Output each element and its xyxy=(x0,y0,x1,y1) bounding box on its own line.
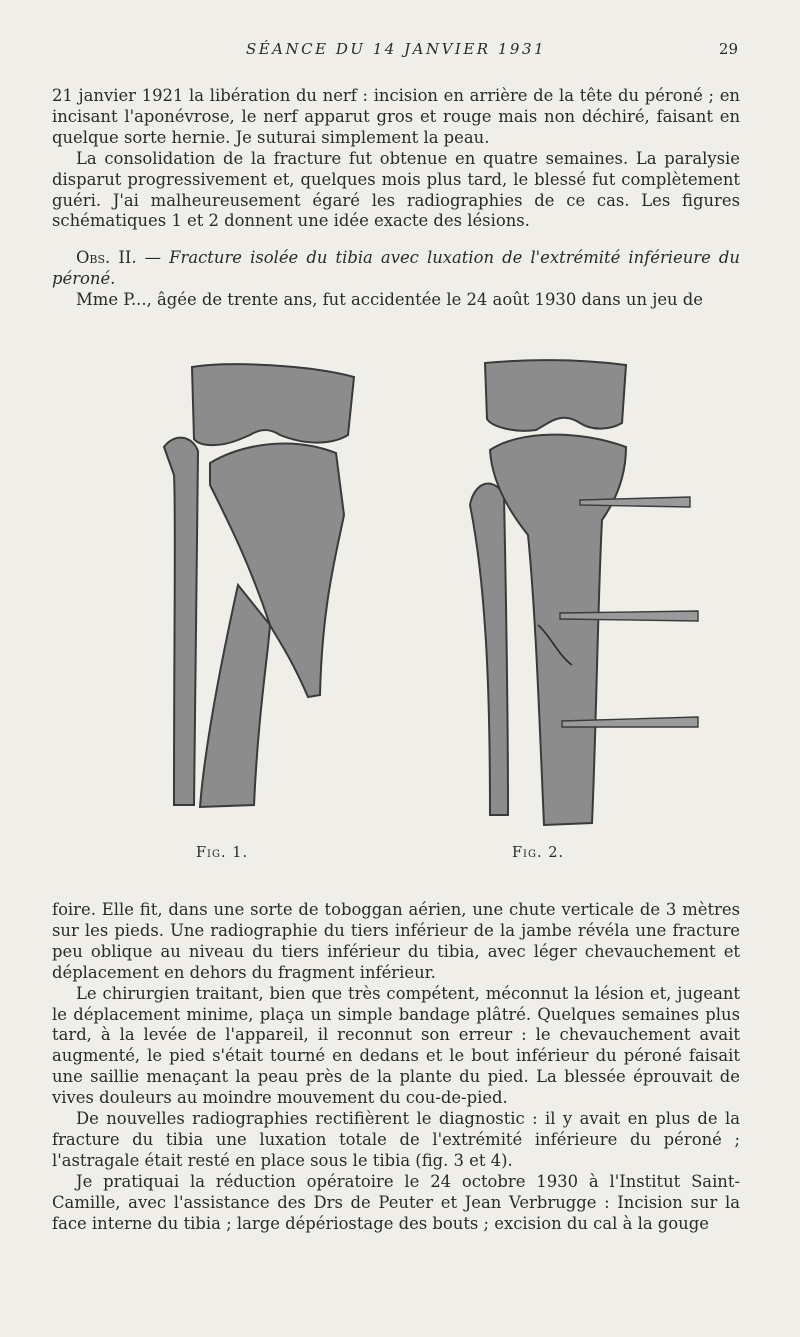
paragraph-patient: Mme P..., âgée de trente ans, fut accidentée le 24 août 1930 dans un jeu de xyxy=(76,290,703,310)
fig2-pin-middle xyxy=(560,611,698,621)
fig2-fibula xyxy=(470,484,508,815)
observation-heading xyxy=(52,248,740,290)
fig1-fibula xyxy=(164,438,198,805)
schematic-figures xyxy=(140,335,720,865)
paragraph-consolidation: La consolidation de la fracture fut obtenue en quatre semaines. La paralysie disparut progressivement et, quelques mois plus tard, le blessé fut complètement guéri. J'ai malheureusement égaré les radiographies de ce cas. Les figures schématiques 1 et 2 donnent une idée exacte des lésions. xyxy=(52,148,740,231)
observation-label: Obs. II. — xyxy=(76,248,162,268)
paragraph-diagnosis: De nouvelles radiographies rectifièrent le diagnostic : il y avait en plus de la fracture du tibia une luxation totale de l'extrémité inférieure du péroné ; l'astragale était resté en place sous le tibia (fig. 3 et 4). xyxy=(52,1109,740,1170)
text-block-top xyxy=(52,86,740,311)
figure-1-caption: Fig. 1. xyxy=(196,845,249,861)
figure-2-caption: Fig. 2. xyxy=(512,845,565,861)
fig2-femur xyxy=(485,360,626,431)
fig1-femur xyxy=(192,364,354,445)
paragraph-operation: Je pratiquai la réduction opératoire le 24 octobre 1930 à l'Institut Saint-Camille, avec l'assistance des Drs de Peuter et Jean Verbrugge : Incision sur la face interne du tibia ; large dépériostage des bouts ; excision du cal à la gouge xyxy=(52,1171,740,1233)
paragraph-accident: foire. Elle fit, dans une sorte de toboggan aérien, une chute verticale de 3 mètres sur les pieds. Une radiographie du tiers inférieur de la jambe révéla une fracture peu oblique au niveau du tiers inférieur du tibia, avec léger chevauchement et déplacement en dehors du fragment inférieur. xyxy=(52,900,740,982)
paragraph-treatment: Le chirurgien traitant, bien que très compétent, méconnut la lésion et, jugeant le déplacement minime, plaça un simple bandage plâtré. Quelques semaines plus tard, à la levée de l'appareil, il reconnut son erreur : le chevauchement avait augmenté, le pied s'était tourné en dedans et le bout inférieur du péroné faisait une saillie menaçant la peau près de la plante du pied. La blessée éprouvait de vives douleurs au moindre mouvement du cou-de-pied. xyxy=(52,983,740,1108)
text-block-bottom xyxy=(52,900,740,1235)
fig2-tibia xyxy=(490,435,626,825)
figure-1-drawing xyxy=(164,364,354,807)
observation-title: Fracture isolée du tibia avec luxation de l'extrémité inférieure du péroné. xyxy=(52,248,740,289)
fig1-tibia-lower xyxy=(200,585,270,807)
page-number: 29 xyxy=(718,40,738,58)
figure-2-drawing xyxy=(470,360,698,825)
paragraph-continuation: 21 janvier 1921 la libération du nerf : incision en arrière de la tête du péroné ; en incisant l'aponévrose, le nerf apparut gros et rouge mais non déchiré, faisant en quelque sorte hernie. Je suturai simplement la peau. xyxy=(52,86,740,147)
running-header xyxy=(52,40,740,62)
header-title: SÉANCE DU 14 JANVIER 1931 xyxy=(245,40,547,58)
